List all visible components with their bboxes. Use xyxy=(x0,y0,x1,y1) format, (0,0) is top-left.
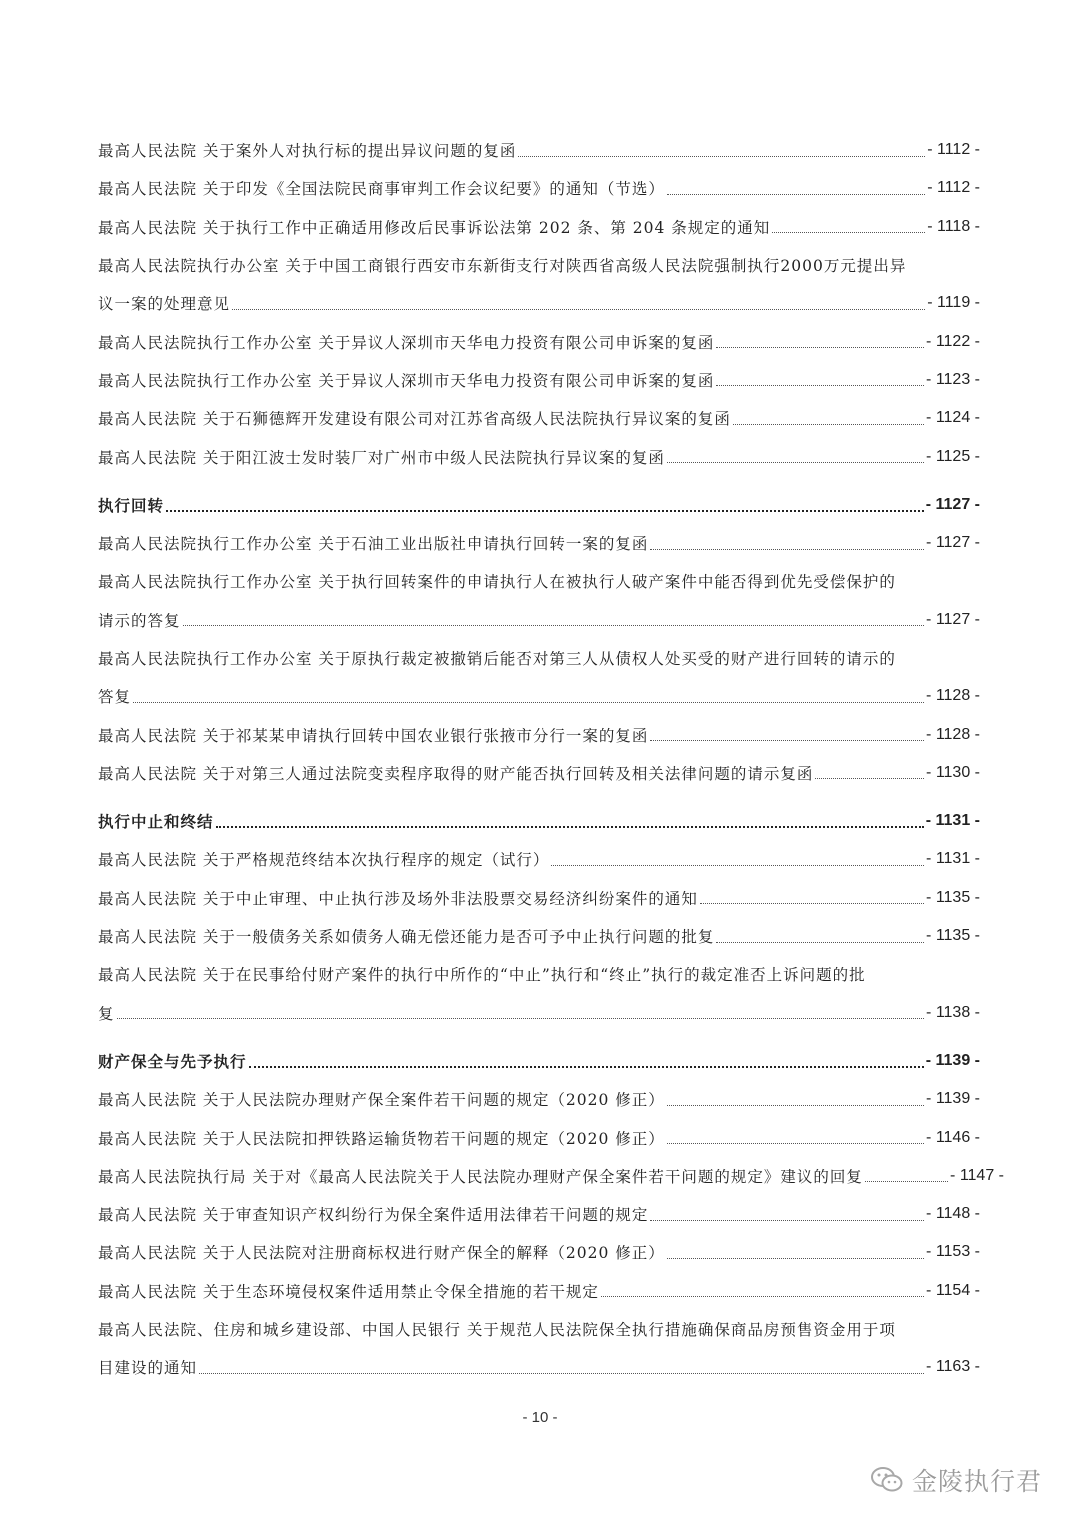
watermark xyxy=(870,1462,1042,1498)
toc-entry-title: 最高人民法院 关于石狮德辉开发建设有限公司对江苏省高级人民法院执行异议案的复函 xyxy=(98,410,731,429)
toc-page-number: - 1131 - xyxy=(925,812,980,830)
dot-leader xyxy=(667,462,924,463)
toc-entry-title: 最高人民法院 关于中止审理、中止执行涉及场外非法股票交易经济纠纷案件的通知 xyxy=(98,889,698,908)
toc-entry-title: 最高人民法院 关于阳江波士发时装厂对广州市中级人民法院执行异议案的复函 xyxy=(98,448,665,467)
toc-entry[interactable] xyxy=(98,754,980,792)
toc-entry-title: 最高人民法院 关于印发《全国法院民商事审判工作会议纪要》的通知（节选） xyxy=(98,180,665,199)
toc-entry-title: 最高人民法院执行工作办公室 关于石油工业出版社申请执行回转一案的复函 xyxy=(98,535,649,554)
dot-leader xyxy=(216,826,924,828)
toc-entry-title: 最高人民法院 关于生态环境侵权案件适用禁止令保全措施的若干规定 xyxy=(98,1282,599,1301)
toc-entry[interactable] xyxy=(98,1118,980,1156)
toc-page-number: - 1125 - xyxy=(926,447,980,465)
toc-page-number: - 1139 - xyxy=(925,1051,980,1069)
toc-page-number: - 1130 - xyxy=(926,763,980,781)
toc-page-number: - 1127 - xyxy=(926,534,980,552)
toc-page-number: - 1148 - xyxy=(926,1205,980,1223)
toc-page-number: - 1147 - xyxy=(950,1166,1004,1184)
dot-leader xyxy=(716,942,924,943)
toc-page-number: - 1135 - xyxy=(926,927,980,945)
toc-entry-title: 最高人民法院执行工作办公室 关于异议人深圳市天华电力投资有限公司申诉案的复函 xyxy=(98,333,715,352)
dot-leader xyxy=(232,309,925,310)
toc-entry[interactable] xyxy=(98,322,980,360)
toc-entry[interactable] xyxy=(98,284,980,322)
toc-entry[interactable] xyxy=(98,1348,980,1386)
toc-page-number: - 1127 - xyxy=(925,495,980,513)
toc-page-number: - 1131 - xyxy=(926,850,980,868)
toc-entry[interactable] xyxy=(98,677,980,715)
toc-page-number: - 1138 - xyxy=(926,1003,980,1021)
toc-section-heading[interactable] xyxy=(98,802,980,840)
toc-entry-title: 最高人民法院 关于人民法院对注册商标权进行财产保全的解释（2020 修正） xyxy=(98,1244,665,1263)
toc-entry-title-line1: 最高人民法院执行工作办公室 关于原执行裁定被撤销后能否对第三人从债权人处买受的财产进行回转的请示的 xyxy=(98,650,896,668)
toc-entry-line xyxy=(98,639,980,677)
toc-page-number: - 1127 - xyxy=(926,610,980,628)
toc-entry[interactable] xyxy=(98,1195,980,1233)
dot-leader xyxy=(601,1296,924,1297)
toc-section-heading[interactable] xyxy=(98,486,980,524)
toc-entry-title: 最高人民法院执行局 关于对《最高人民法院关于人民法院办理财产保全案件若干问题的规定》建议的回复 xyxy=(98,1167,863,1186)
section-title: 执行中止和终结 xyxy=(98,813,214,832)
toc-entry-title-line1: 最高人民法院执行工作办公室 关于执行回转案件的申请执行人在被执行人破产案件中能否得到优先受偿保护的 xyxy=(98,573,896,592)
toc-page-number: - 1112 - xyxy=(927,179,980,197)
toc-entry-line xyxy=(98,246,980,284)
toc-page-number: - 1123 - xyxy=(926,370,980,388)
toc-entry-line xyxy=(98,955,980,993)
toc-entry-title-line1: 最高人民法院 关于在民事给付财产案件的执行中所作的“中止”执行和“终止”执行的裁定准否上诉问题的批 xyxy=(98,966,866,985)
toc-page-number: - 1122 - xyxy=(926,332,980,350)
toc-entry-title: 目建设的通知 xyxy=(98,1359,198,1378)
toc-entry-title: 议一案的处理意见 xyxy=(98,295,231,314)
dot-leader xyxy=(667,1258,924,1259)
toc-page-number: - 1124 - xyxy=(926,409,980,427)
dot-leader xyxy=(117,1018,925,1019)
toc-entry[interactable] xyxy=(98,131,980,169)
dot-leader xyxy=(551,865,924,866)
dot-leader xyxy=(650,740,924,741)
toc-page-number: - 1135 - xyxy=(926,888,980,906)
dot-leader xyxy=(518,156,925,157)
dot-leader xyxy=(667,1105,924,1106)
toc-entry-title: 请示的答复 xyxy=(98,611,181,630)
toc-entry-title: 最高人民法院执行工作办公室 关于异议人深圳市天华电力投资有限公司申诉案的复函 xyxy=(98,371,715,390)
toc-entry[interactable] xyxy=(98,917,980,955)
toc-entry[interactable] xyxy=(98,169,980,207)
toc-entry-title: 复 xyxy=(98,1004,115,1023)
dot-leader xyxy=(667,194,925,195)
dot-leader xyxy=(716,347,924,348)
dot-leader xyxy=(650,1220,924,1221)
toc-entry[interactable] xyxy=(98,840,980,878)
toc-entry-title: 答复 xyxy=(98,688,132,707)
section-title: 财产保全与先予执行 xyxy=(98,1052,247,1071)
dot-leader xyxy=(650,549,924,550)
dot-leader xyxy=(815,778,924,779)
toc-entry[interactable] xyxy=(98,361,980,399)
toc-entry[interactable] xyxy=(98,1233,980,1271)
toc-entry[interactable] xyxy=(98,524,980,562)
section-title: 执行回转 xyxy=(98,496,165,515)
toc-entry-title: 最高人民法院 关于人民法院扣押铁路运输货物若干问题的规定（2020 修正） xyxy=(98,1129,665,1148)
toc-entry[interactable] xyxy=(98,1272,980,1310)
toc-entry-line xyxy=(98,1310,980,1348)
toc-section-heading[interactable] xyxy=(98,1042,980,1080)
toc-entry[interactable] xyxy=(98,1157,1004,1195)
toc-page-number: - 1119 - xyxy=(927,294,980,312)
watermark-label: 金陵执行君 xyxy=(912,1467,1043,1496)
page-number: - 10 - xyxy=(522,1409,558,1426)
dot-leader xyxy=(865,1181,948,1182)
toc-entry[interactable] xyxy=(98,399,980,437)
toc-page-number: - 1112 - xyxy=(927,141,980,159)
dot-leader xyxy=(772,232,925,233)
toc-entry[interactable] xyxy=(98,601,980,639)
dot-leader xyxy=(183,625,925,626)
toc-page-number: - 1128 - xyxy=(926,687,980,705)
toc-entry-title: 最高人民法院 关于一般债务关系如债务人确无偿还能力是否可予中止执行问题的批复 xyxy=(98,928,715,947)
toc-entry-title: 最高人民法院 关于人民法院办理财产保全案件若干问题的规定（2020 修正） xyxy=(98,1091,665,1110)
toc-entry-title: 最高人民法院 关于案外人对执行标的提出异议问题的复函 xyxy=(98,142,517,161)
toc-entry-title-line1: 最高人民法院执行办公室 关于中国工商银行西安市东新街支行对陕西省高级人民法院强制执行2000万元提出异 xyxy=(98,257,907,276)
dot-leader xyxy=(166,510,924,512)
dot-leader xyxy=(733,424,924,425)
toc-entry[interactable] xyxy=(98,437,980,475)
toc-entry-title: 最高人民法院 关于审查知识产权纠纷行为保全案件适用法律若干问题的规定 xyxy=(98,1206,649,1225)
toc-entry[interactable] xyxy=(98,208,980,246)
dot-leader xyxy=(667,1143,924,1144)
toc-entry[interactable] xyxy=(98,1080,980,1118)
wechat-icon xyxy=(870,1465,904,1495)
toc-entry-line xyxy=(98,562,980,600)
toc-page-number: - 1154 - xyxy=(926,1281,980,1299)
table-of-contents xyxy=(98,131,1004,1387)
dot-leader xyxy=(199,1373,924,1374)
toc-entry[interactable] xyxy=(98,994,980,1032)
toc-page-number: - 1118 - xyxy=(927,217,980,235)
dot-leader xyxy=(249,1066,924,1068)
toc-entry-title: 最高人民法院 关于对第三人通过法院变卖程序取得的财产能否执行回转及相关法律问题的请示复函 xyxy=(98,764,814,783)
dot-leader xyxy=(716,385,924,386)
toc-entry-title: 最高人民法院 关于祁某某申请执行回转中国农业银行张掖市分行一案的复函 xyxy=(98,726,649,745)
toc-page-number: - 1128 - xyxy=(926,725,980,743)
toc-entry-title-line1: 最高人民法院、住房和城乡建设部、中国人民银行 关于规范人民法院保全执行措施确保商品房预售资金用于项 xyxy=(98,1321,896,1340)
toc-page-number: - 1139 - xyxy=(926,1090,980,1108)
dot-leader xyxy=(133,702,924,703)
toc-entry[interactable] xyxy=(98,715,980,753)
toc-entry[interactable] xyxy=(98,879,980,917)
toc-page-number: - 1146 - xyxy=(926,1128,980,1146)
dot-leader xyxy=(700,903,924,904)
toc-page-number: - 1153 - xyxy=(926,1243,980,1261)
toc-page-number: - 1163 - xyxy=(926,1358,980,1376)
toc-entry-title: 最高人民法院 关于执行工作中正确适用修改后民事诉讼法第 202 条、第 204 条规定的通知 xyxy=(98,218,771,237)
toc-entry-title: 最高人民法院 关于严格规范终结本次执行程序的规定（试行） xyxy=(98,851,550,870)
